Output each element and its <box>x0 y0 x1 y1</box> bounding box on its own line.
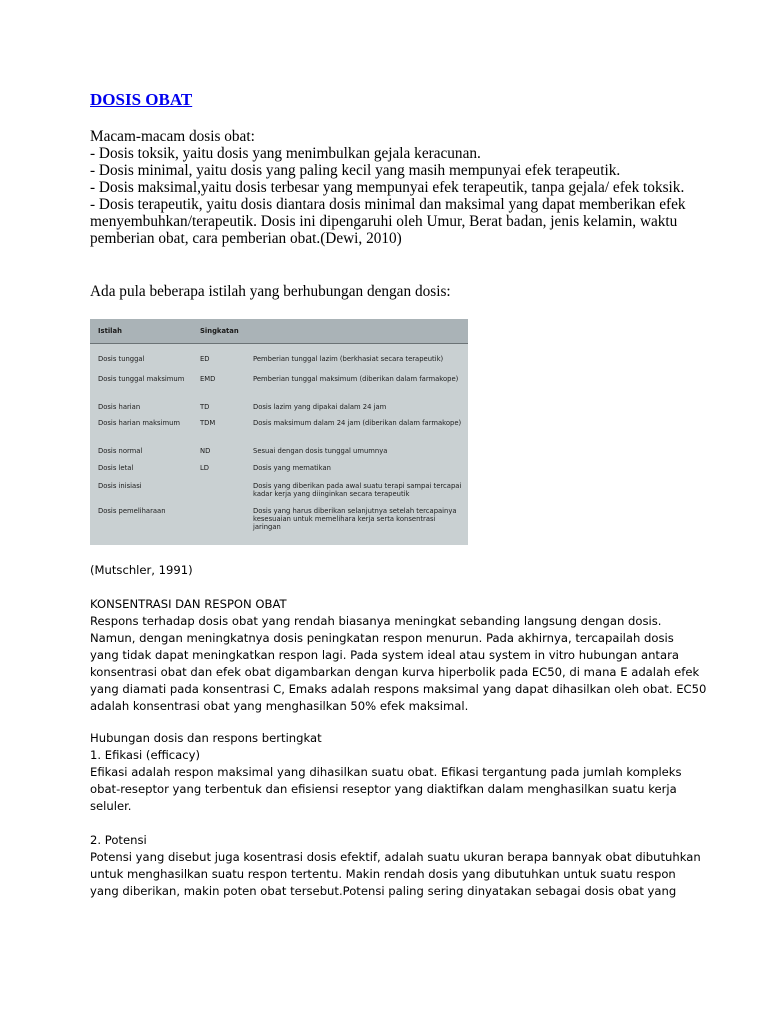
text-line: seluler. <box>90 799 132 813</box>
text-line: untuk menghasilkan suatu respon tertentu. Makin rendah dosis yang dibutuhkan untuk suatu respon <box>90 867 676 881</box>
text-line: Namun, dengan meningkatnya dosis peningkatan respon menurun. Pada akhirnya, tercapailah dosis <box>90 631 674 645</box>
table-intro-text: Ada pula beberapa istilah yang berhubungan dengan dosis: <box>90 283 451 300</box>
desc-cell: Pemberian tunggal lazim (berkhasiat secara terapeutik) <box>253 355 444 363</box>
text-line: - Dosis maksimal,yaitu dosis terbesar yang mempunyai efek terapeutik, tanpa gejala/ efek toksik. <box>90 179 685 196</box>
text-line: menyembuhkan/terapeutik. Dosis ini dipengaruhi oleh Umur, Berat badan, jenis kelamin, waktu <box>90 213 678 230</box>
term-cell: Dosis harian <box>98 403 141 411</box>
abbr-cell: EMD <box>200 375 216 383</box>
term-cell: Dosis inisiasi <box>98 482 142 490</box>
text-line: adalah konsentrasi obat yang menghasilkan 50% efek maksimal. <box>90 699 469 713</box>
dosage-types-list <box>90 128 690 247</box>
abbr-cell: ND <box>200 447 211 455</box>
text-line: pemberian obat, cara pemberian obat.(Dewi, 2010) <box>90 230 402 247</box>
desc-cell: Pemberian tunggal maksimum (diberikan dalam farmakope) <box>253 375 459 383</box>
desc-cell: Dosis yang harus diberikan selanjutnya setelah tercapainya kesesuaian untuk memelihara kerja serta konsentrasi jaringan <box>253 507 457 531</box>
text-line: - Dosis terapeutik, yaitu dosis diantara dosis minimal dan maksimal yang dapat memberikan efek <box>90 196 686 213</box>
text-line: - Dosis toksik, yaitu dosis yang menimbulkan gejala keracunan. <box>90 145 481 162</box>
term-cell: Dosis tunggal maksimum <box>98 375 185 383</box>
abbr-cell: ED <box>200 355 210 363</box>
abbr-cell: LD <box>200 464 210 472</box>
desc-cell: Dosis yang mematikan <box>253 464 331 472</box>
text-line: Respons terhadap dosis obat yang rendah biasanya meningkat sebanding langsung dengan dosis. <box>90 614 662 628</box>
text-line: Macam-macam dosis obat: <box>90 128 255 145</box>
citation: (Mutschler, 1991) <box>90 563 193 577</box>
text-line: yang diberikan, makin poten obat tersebut.Potensi paling sering dinyatakan sebagai dosis obat yang <box>90 884 677 898</box>
header-istilah: Istilah <box>98 327 122 335</box>
section-potensi <box>90 832 701 900</box>
term-cell: Dosis normal <box>98 447 143 455</box>
header-singkatan: Singkatan <box>200 327 239 335</box>
text-line: konsentrasi obat dan efek obat digambarkan dengan kurva hiperbolik pada EC50, di mana E adalah efek <box>90 665 700 679</box>
text-line: - Dosis minimal, yaitu dosis yang paling kecil yang masih mempunyai efek terapeutik. <box>90 162 621 179</box>
desc-cell: Dosis lazim yang dipakai dalam 24 jam <box>253 403 387 411</box>
section-hubungan <box>90 730 690 815</box>
desc-cell: Dosis maksimum dalam 24 jam (diberikan dalam farmakope) <box>253 419 462 427</box>
desc-cell: Dosis yang diberikan pada awal suatu terapi sampai tercapai kadar kerja yang diinginkan secara terapeutik <box>253 482 462 498</box>
text-line: obat-reseptor yang terbentuk dan efisiensi reseptor yang diaktifkan dalam menghasilkan suatu kerja <box>90 782 677 796</box>
subsection-heading: 1. Efikasi (efficacy) <box>90 748 201 762</box>
term-cell: Dosis harian maksimum <box>98 419 181 427</box>
dosage-terms-table-image <box>90 319 468 545</box>
subsection-heading: 2. Potensi <box>90 833 147 847</box>
abbr-cell: TDM <box>200 419 216 427</box>
abbr-cell: TD <box>200 403 210 411</box>
term-cell: Dosis letal <box>98 464 134 472</box>
section-konsentrasi <box>90 596 707 715</box>
desc-cell: Sesuai dengan dosis tunggal umumnya <box>253 447 388 455</box>
table-header <box>90 319 468 344</box>
section-heading: KONSENTRASI DAN RESPON OBAT <box>90 597 287 611</box>
text-line: Potensi yang disebut juga kosentrasi dosis efektif, adalah suatu ukuran berapa bannyak obat dibutuhkan <box>90 850 701 864</box>
page-title[interactable]: DOSIS OBAT <box>90 90 193 109</box>
text-line: yang diamati pada konsentrasi C, Emaks adalah respons maksimal yang dapat dihasilkan oleh obat. EC50 <box>90 682 707 696</box>
text-line: Efikasi adalah respon maksimal yang dihasilkan suatu obat. Efikasi tergantung pada jumlah kompleks <box>90 765 682 779</box>
term-cell: Dosis pemeliharaan <box>98 507 166 515</box>
text-line: yang tidak dapat meningkatkan respon lagi. Pada system ideal atau system in vitro hubungan antara <box>90 648 679 662</box>
term-cell: Dosis tunggal <box>98 355 145 363</box>
section-heading: Hubungan dosis dan respons bertingkat <box>90 731 322 745</box>
